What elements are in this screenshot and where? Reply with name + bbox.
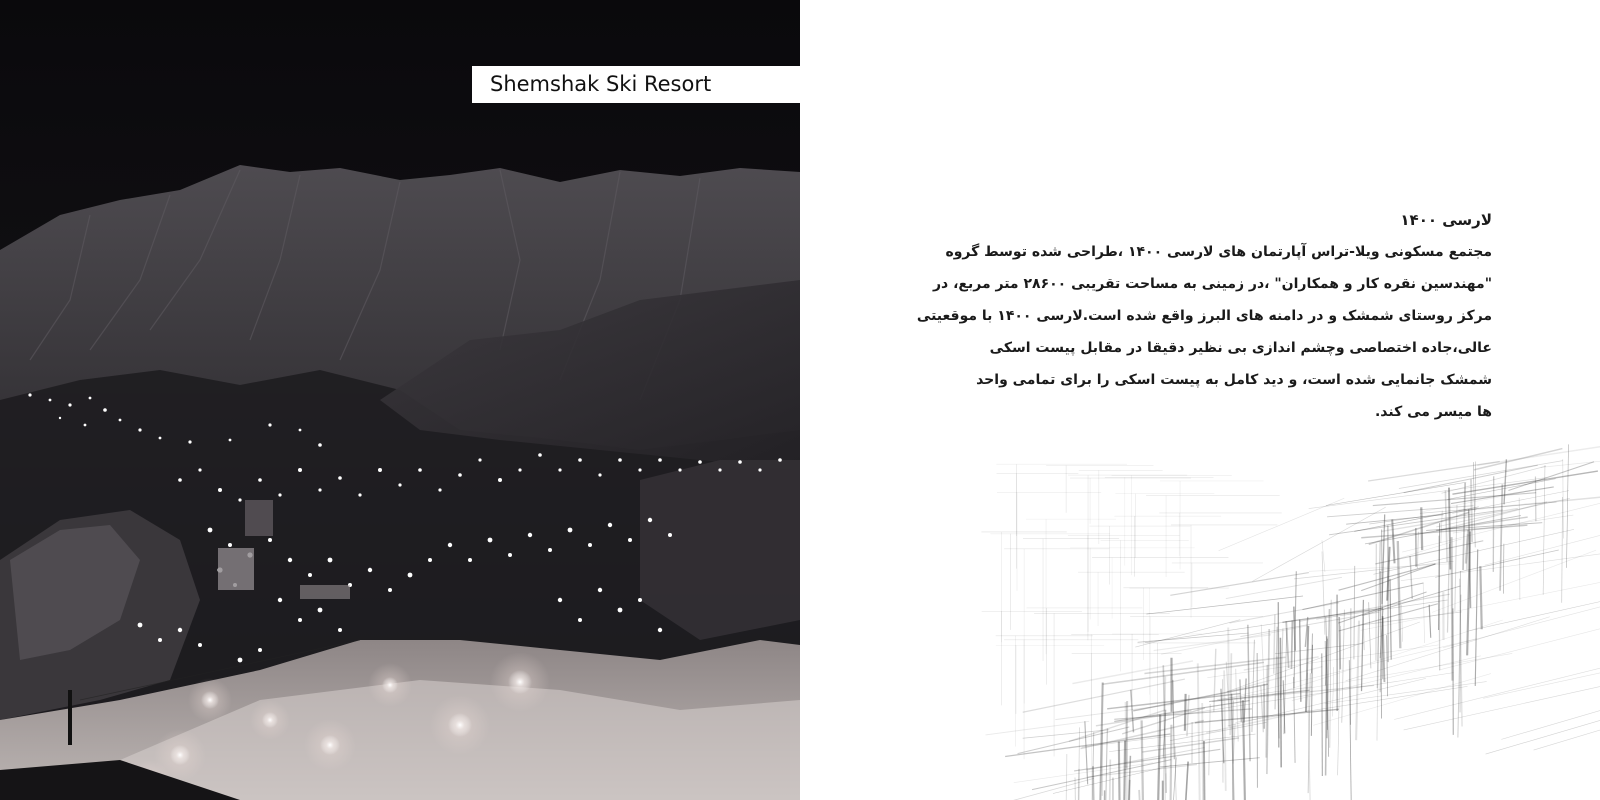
article-title: لارسی ۱۴۰۰ bbox=[1400, 211, 1492, 229]
article-line: شمشک جانمایی شده است، و دید کامل به پیست اسکی را برای تمامی واحد bbox=[976, 372, 1492, 388]
article-line: "مهندسین نقره کار و همکاران" ،در زمینی به مساحت تقریبی ۲۸۶۰۰ متر مربع، در bbox=[933, 276, 1492, 292]
architectural-wireframe-sketch bbox=[960, 440, 1600, 800]
article-text bbox=[912, 206, 1492, 428]
article-line: مرکز روستای شمشک و در دامنه های البرز واقع شده است.لارسی ۱۴۰۰ با موقعیتی bbox=[916, 308, 1492, 324]
article-line: مجتمع مسکونی ویلا-تراس آپارتمان های لارسی ۱۴۰۰ ،طراحی شده توسط گروه bbox=[945, 244, 1492, 260]
photo-caption: Shemshak Ski Resort bbox=[472, 66, 800, 103]
article-line: ها میسر می کند. bbox=[1374, 404, 1492, 420]
article-line: عالی،جاده اختصاصی وچشم اندازی بی نظیر دقیقا در مقابل پیست اسکی bbox=[989, 340, 1492, 356]
